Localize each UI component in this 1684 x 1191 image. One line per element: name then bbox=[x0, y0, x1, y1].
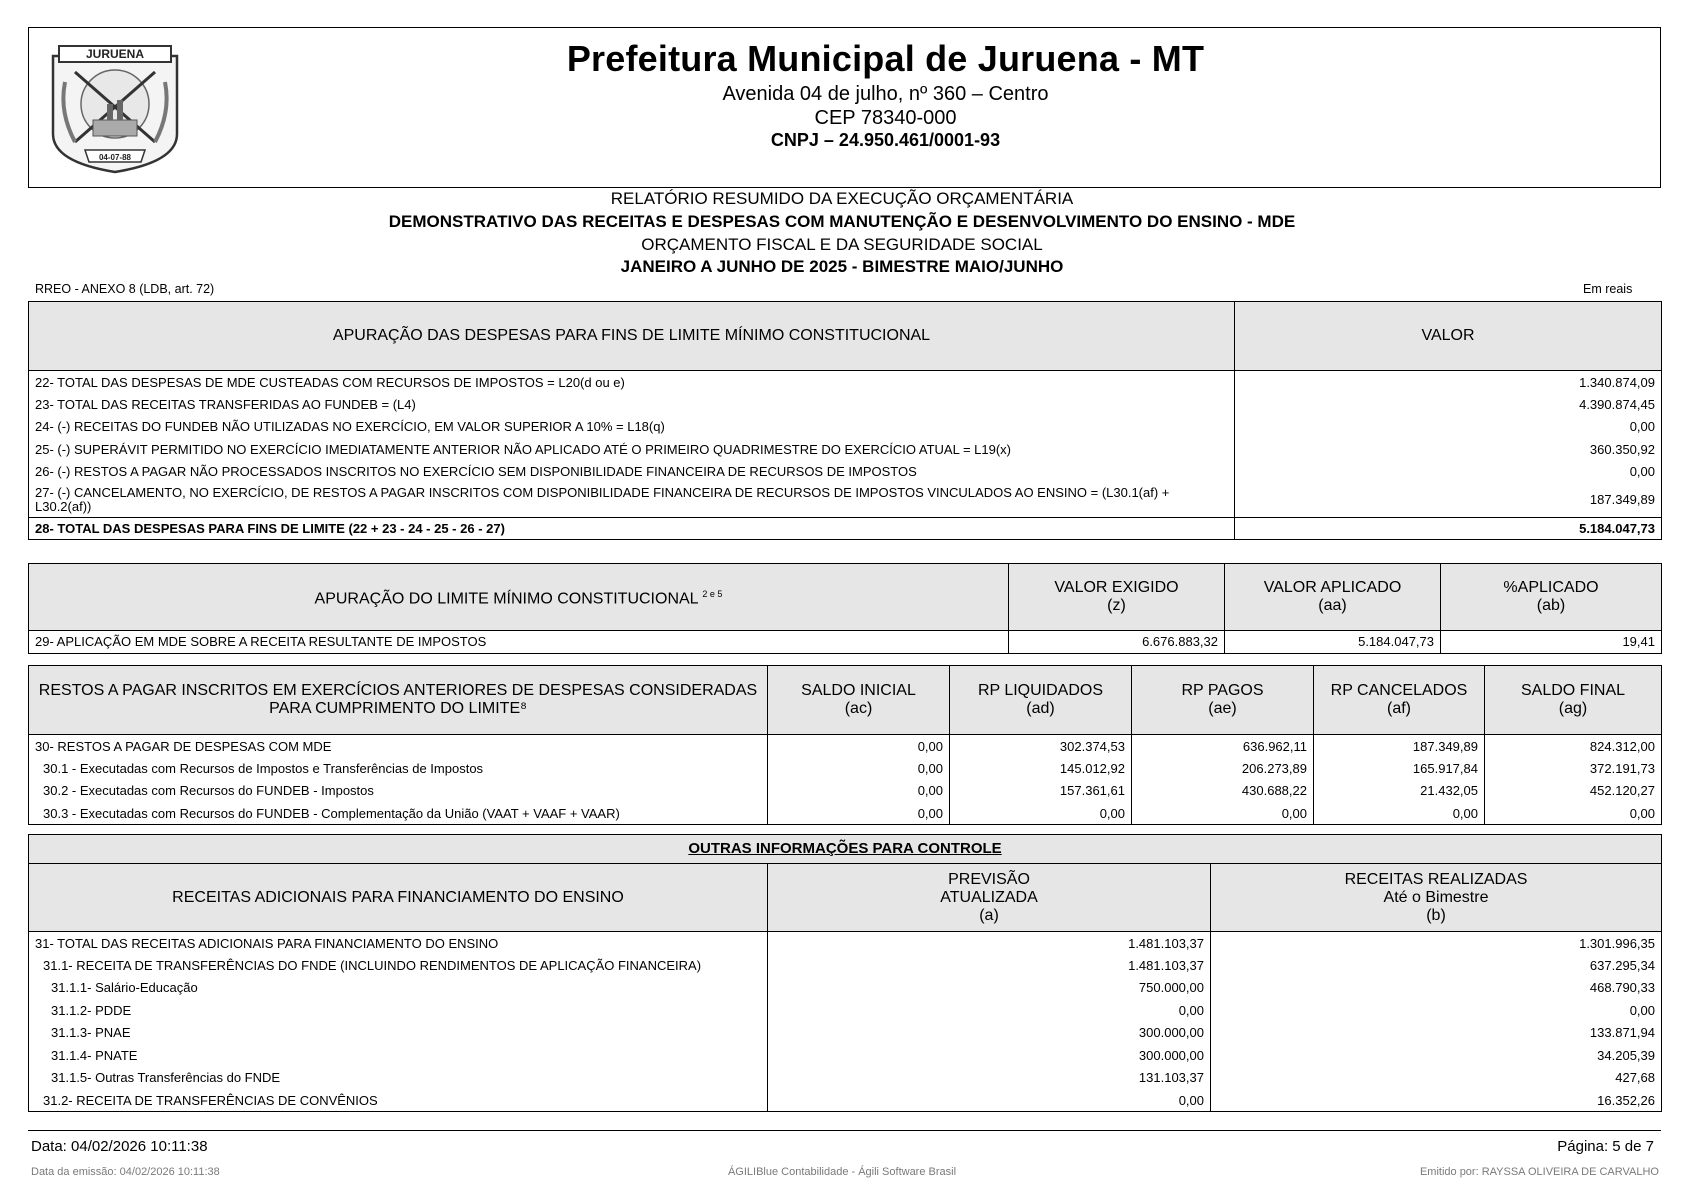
total-value: 5.184.047,73 bbox=[1235, 517, 1662, 540]
col-header-apuracao-limite: APURAÇÃO DO LIMITE MÍNIMO CONSTITUCIONAL $^{2 e 5}$ bbox=[29, 564, 1009, 631]
row-label: 22- TOTAL DAS DESPESAS DE MDE CUSTEADAS COM RECURSOS DE IMPOSTOS = L20(d ou e) bbox=[29, 371, 1235, 394]
col-header-restos-a-pagar: RESTOS A PAGAR INSCRITOS EM EXERCÍCIOS ANTERIORES DE DESPESAS CONSIDERADAS PARA CUMPRIMENTO DO LIMITE⁸ bbox=[29, 666, 768, 735]
row-label: 23- TOTAL DAS RECEITAS TRANSFERIDAS AO FUNDEB = (L4) bbox=[29, 393, 1235, 416]
row-saldo-final: 0,00 bbox=[1485, 802, 1662, 825]
row-previsao: 1.481.103,37 bbox=[768, 954, 1211, 977]
table-receitas-adicionais bbox=[28, 834, 1662, 1112]
row-label: 30.3 - Executadas com Recursos do FUNDEB - Complementação da União (VAAT + VAAF + VAAR) bbox=[29, 802, 768, 825]
row-realizada: 16.352,26 bbox=[1211, 1089, 1662, 1112]
row-previsao: 0,00 bbox=[768, 1089, 1211, 1112]
row-rp-pagos: 636.962,11 bbox=[1132, 735, 1314, 758]
table-row bbox=[29, 954, 1662, 977]
row-label: 26- (-) RESTOS A PAGAR NÃO PROCESSADOS INSCRITOS NO EXERCÍCIO SEM DISPONIBILIDADE FINANCEIRA DE RECURSOS DE IMPOSTOS bbox=[29, 461, 1235, 484]
col-header-valor: VALOR bbox=[1235, 302, 1662, 371]
row-value: 0,00 bbox=[1235, 461, 1662, 484]
table-restos-a-pagar bbox=[28, 665, 1662, 825]
row-label: 31.1.2- PDDE bbox=[29, 999, 768, 1022]
row-value: 1.340.874,09 bbox=[1235, 371, 1662, 394]
row-value: 4.390.874,45 bbox=[1235, 393, 1662, 416]
row-previsao: 131.103,37 bbox=[768, 1067, 1211, 1090]
municipality-cnpj: CNPJ – 24.950.461/0001-93 bbox=[770, 130, 1001, 150]
municipality-cep: CEP 78340-000 bbox=[814, 107, 957, 129]
row-rp-liquidados: 0,00 bbox=[950, 802, 1132, 825]
row-realizada: 468.790,33 bbox=[1211, 977, 1662, 1000]
col-header-percent-aplicado: %APLICADO (ab) bbox=[1441, 564, 1662, 631]
row-rp-cancelados: 21.432,05 bbox=[1314, 780, 1485, 803]
row-saldo-inicial: 0,00 bbox=[768, 780, 950, 803]
row-label: 30- RESTOS A PAGAR DE DESPESAS COM MDE bbox=[29, 735, 768, 758]
row-label: 29- APLICAÇÃO EM MDE SOBRE A RECEITA RESULTANTE DE IMPOSTOS bbox=[29, 631, 1009, 654]
table-despesas-limite bbox=[28, 301, 1662, 540]
row-realizada: 1.301.996,35 bbox=[1211, 932, 1662, 955]
row-rp-cancelados: 165.917,84 bbox=[1314, 757, 1485, 780]
row-label: 30.1 - Executadas com Recursos de Impostos e Transferências de Impostos bbox=[29, 757, 768, 780]
table-row bbox=[29, 977, 1662, 1000]
table-row bbox=[29, 1067, 1662, 1090]
table-row bbox=[29, 780, 1662, 803]
table-limite-minimo bbox=[28, 563, 1662, 654]
table-row bbox=[29, 999, 1662, 1022]
row-rp-liquidados: 145.012,92 bbox=[950, 757, 1132, 780]
row-percent-aplicado: 19,41 bbox=[1441, 631, 1662, 654]
row-realizada: 427,68 bbox=[1211, 1067, 1662, 1090]
table-row bbox=[29, 416, 1662, 439]
row-rp-cancelados: 0,00 bbox=[1314, 802, 1485, 825]
col-header-receitas-adicionais: RECEITAS ADICIONAIS PARA FINANCIAMENTO DO ENSINO bbox=[29, 864, 768, 932]
col-header-rp-pagos: RP PAGOS (ae) bbox=[1132, 666, 1314, 735]
table-row bbox=[29, 757, 1662, 780]
row-saldo-inicial: 0,00 bbox=[768, 757, 950, 780]
table-row bbox=[29, 371, 1662, 394]
row-label: 31.1.5- Outras Transferências do FNDE bbox=[29, 1067, 768, 1090]
row-previsao: 300.000,00 bbox=[768, 1022, 1211, 1045]
municipality-address: Avenida 04 de julho, nº 360 – Centro bbox=[722, 83, 1049, 105]
row-valor-exigido: 6.676.883,32 bbox=[1009, 631, 1225, 654]
header-box bbox=[28, 27, 1661, 188]
col-header-valor-exigido: VALOR EXIGIDO (z) bbox=[1009, 564, 1225, 631]
logo-date: 04-07-88 bbox=[98, 153, 132, 162]
table-row bbox=[29, 932, 1662, 955]
row-label: 27- (-) CANCELAMENTO, NO EXERCÍCIO, DE RESTOS A PAGAR INSCRITOS COM DISPONIBILIDADE FINANCEIRA DE RECURSOS DE IMPOSTOS VINCULADOS AO ENSINO = (L30.1(af) + L30.2(af)) bbox=[29, 483, 1235, 517]
col-header-rp-cancelados: RP CANCELADOS (af) bbox=[1314, 666, 1485, 735]
table-row bbox=[29, 461, 1662, 484]
table-row bbox=[29, 735, 1662, 758]
row-rp-cancelados: 187.349,89 bbox=[1314, 735, 1485, 758]
row-label: 31.1- RECEITA DE TRANSFERÊNCIAS DO FNDE (INCLUINDO RENDIMENTOS DE APLICAÇÃO FINANCEIRA) bbox=[29, 954, 768, 977]
row-realizada: 637.295,34 bbox=[1211, 954, 1662, 977]
row-previsao: 300.000,00 bbox=[768, 1044, 1211, 1067]
row-value: 0,00 bbox=[1235, 416, 1662, 439]
row-saldo-final: 372.191,73 bbox=[1485, 757, 1662, 780]
municipality-title: Prefeitura Municipal de Juruena - MT bbox=[566, 38, 1205, 79]
report-title-2: DEMONSTRATIVO DAS RECEITAS E DESPESAS COM MANUTENÇÃO E DESENVOLVIMENTO DO ENSINO - MDE bbox=[388, 212, 1296, 231]
row-value: 360.350,92 bbox=[1235, 438, 1662, 461]
row-rp-pagos: 0,00 bbox=[1132, 802, 1314, 825]
col-header-saldo-inicial: SALDO INICIAL (ac) bbox=[768, 666, 950, 735]
col-header-receitas-realizadas: RECEITAS REALIZADAS Até o Bimestre (b) bbox=[1211, 864, 1662, 932]
table-row bbox=[29, 483, 1662, 517]
col-header-apuracao-despesas: APURAÇÃO DAS DESPESAS PARA FINS DE LIMITE MÍNIMO CONSTITUCIONAL bbox=[29, 302, 1235, 371]
col-header-previsao-atualizada: PREVISÃO ATUALIZADA (a) bbox=[768, 864, 1211, 932]
col-header-valor-aplicado: VALOR APLICADO (aa) bbox=[1225, 564, 1441, 631]
report-title-1: RELATÓRIO RESUMIDO DA EXECUÇÃO ORÇAMENTÁRIA bbox=[610, 189, 1074, 208]
col-header-saldo-final: SALDO FINAL (ag) bbox=[1485, 666, 1662, 735]
total-label: 28- TOTAL DAS DESPESAS PARA FINS DE LIMITE (22 + 23 - 24 - 25 - 26 - 27) bbox=[29, 517, 1235, 540]
col-header-rp-liquidados: RP LIQUIDADOS (ad) bbox=[950, 666, 1132, 735]
row-rp-liquidados: 302.374,53 bbox=[950, 735, 1132, 758]
row-label: 25- (-) SUPERÁVIT PERMITIDO NO EXERCÍCIO IMEDIATAMENTE ANTERIOR NÃO APLICADO ATÉ O PRIMEIRO QUADRIMESTRE DO EXERCÍCIO ATUAL = L19(x) bbox=[29, 438, 1235, 461]
row-previsao: 750.000,00 bbox=[768, 977, 1211, 1000]
row-label: 31.1.3- PNAE bbox=[29, 1022, 768, 1045]
row-label: 31.1.1- Salário-Educação bbox=[29, 977, 768, 1000]
footer-date: Data: 04/02/2026 10:11:38 bbox=[31, 1138, 208, 1155]
row-rp-liquidados: 157.361,61 bbox=[950, 780, 1132, 803]
table-row bbox=[29, 1089, 1662, 1112]
row-label: 24- (-) RECEITAS DO FUNDEB NÃO UTILIZADAS NO EXERCÍCIO, EM VALOR SUPERIOR A 10% = L18(q) bbox=[29, 416, 1235, 439]
table-total-row bbox=[29, 517, 1662, 540]
row-label: 31.1.4- PNATE bbox=[29, 1044, 768, 1067]
table-row bbox=[29, 802, 1662, 825]
row-valor-aplicado: 5.184.047,73 bbox=[1225, 631, 1441, 654]
row-previsao: 1.481.103,37 bbox=[768, 932, 1211, 955]
row-realizada: 34.205,39 bbox=[1211, 1044, 1662, 1067]
row-saldo-inicial: 0,00 bbox=[768, 735, 950, 758]
row-realizada: 133.871,94 bbox=[1211, 1022, 1662, 1045]
footer-software: ÁGILIBlue Contabilidade - Ágili Software Brasil bbox=[727, 1166, 957, 1178]
table-row bbox=[29, 1022, 1662, 1045]
table-row bbox=[29, 1044, 1662, 1067]
report-title-3: ORÇAMENTO FISCAL E DA SEGURIDADE SOCIAL bbox=[641, 235, 1043, 254]
table-row bbox=[29, 393, 1662, 416]
row-value: 187.349,89 bbox=[1235, 483, 1662, 517]
footer-divider bbox=[28, 1130, 1661, 1131]
footer-page-number: Página: 5 de 7 bbox=[1557, 1138, 1654, 1155]
annex-label: RREO - ANEXO 8 (LDB, art. 72) bbox=[35, 282, 215, 296]
row-realizada: 0,00 bbox=[1211, 999, 1662, 1022]
table-row bbox=[29, 631, 1662, 654]
row-saldo-final: 452.120,27 bbox=[1485, 780, 1662, 803]
unit-label: Em reais bbox=[1583, 282, 1633, 296]
row-label: 30.2 - Executadas com Recursos do FUNDEB - Impostos bbox=[29, 780, 768, 803]
row-label: 31- TOTAL DAS RECEITAS ADICIONAIS PARA FINANCIAMENTO DO ENSINO bbox=[29, 932, 768, 955]
logo-text: JURUENA bbox=[85, 47, 145, 61]
footer-emission-date: Data da emissão: 04/02/2026 10:11:38 bbox=[31, 1166, 220, 1178]
row-saldo-inicial: 0,00 bbox=[768, 802, 950, 825]
row-previsao: 0,00 bbox=[768, 999, 1211, 1022]
section-title-outras-informacoes: OUTRAS INFORMAÇÕES PARA CONTROLE bbox=[29, 835, 1662, 864]
row-rp-pagos: 206.273,89 bbox=[1132, 757, 1314, 780]
row-saldo-final: 824.312,00 bbox=[1485, 735, 1662, 758]
footer-issued-by: Emitido por: RAYSSA OLIVEIRA DE CARVALHO bbox=[1419, 1166, 1659, 1178]
row-rp-pagos: 430.688,22 bbox=[1132, 780, 1314, 803]
report-title-4: JANEIRO A JUNHO DE 2025 - BIMESTRE MAIO/JUNHO bbox=[620, 257, 1064, 276]
table-row bbox=[29, 438, 1662, 461]
row-label: 31.2- RECEITA DE TRANSFERÊNCIAS DE CONVÊNIOS bbox=[29, 1089, 768, 1112]
